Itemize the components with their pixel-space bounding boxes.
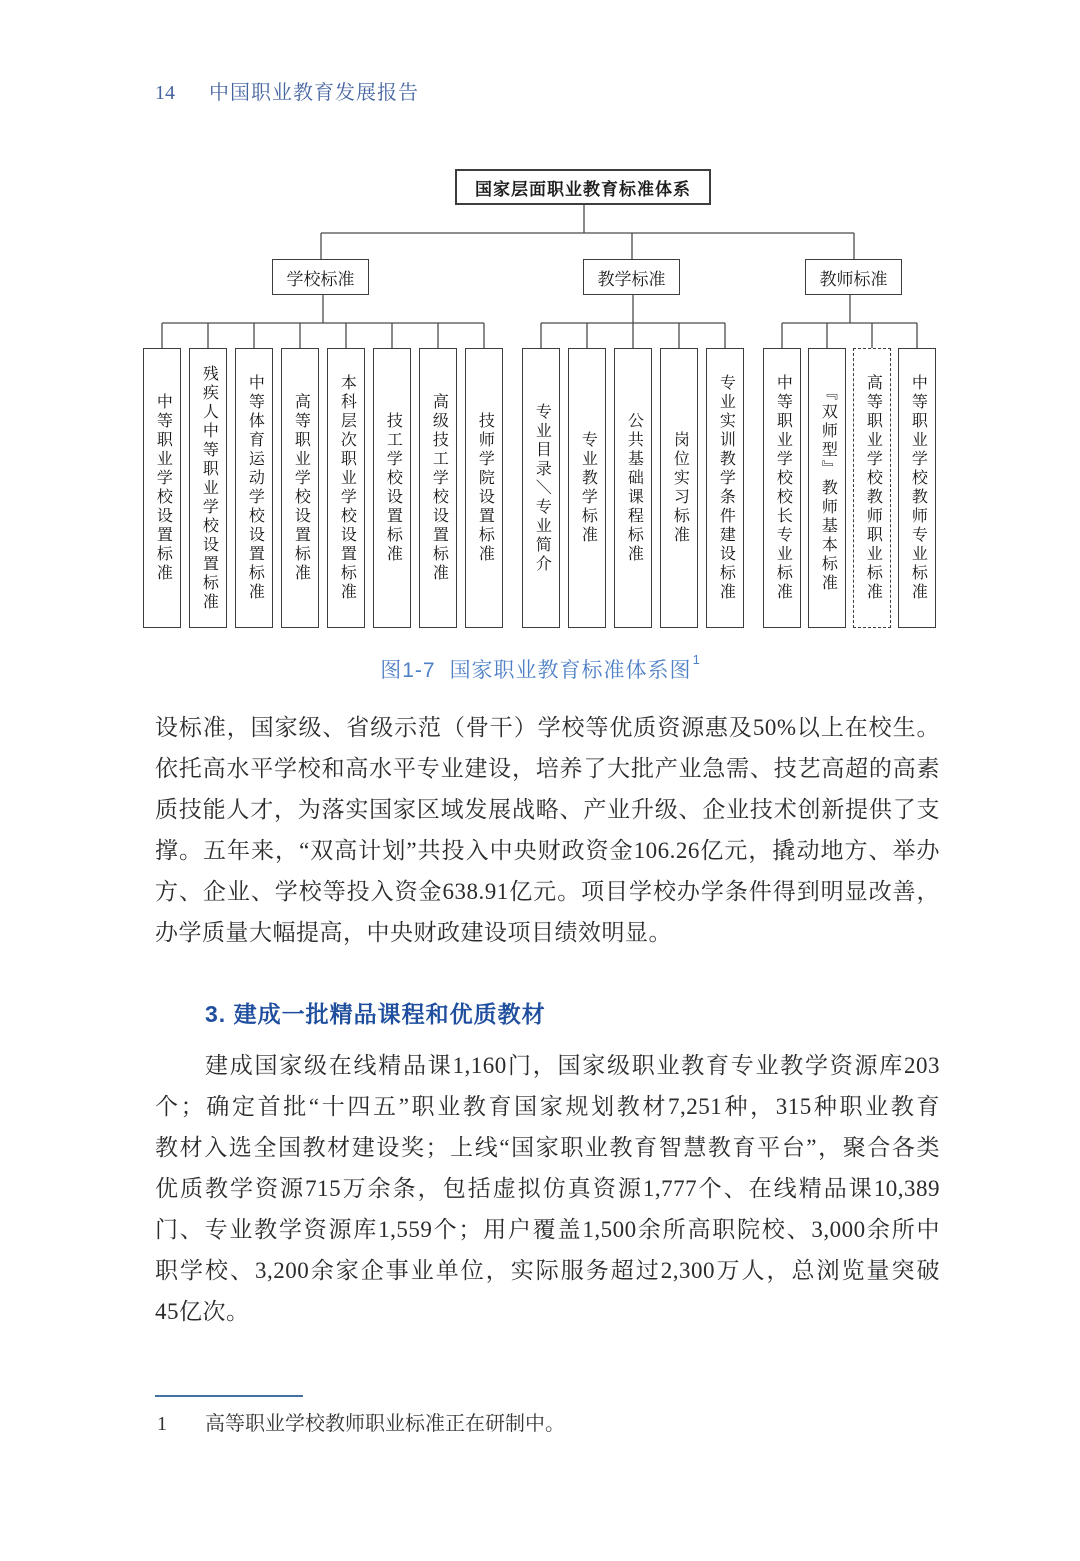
running-title: 中国职业教育发展报告: [209, 82, 419, 104]
org-leaf-box: 中等职业学校校长专业标准: [763, 348, 801, 628]
paragraph-1: [155, 707, 940, 953]
org-leaf-box: 专业教学标准: [568, 348, 606, 628]
body-line: 办学质量大幅提高，中央财政建设项目绩效明显。: [155, 920, 672, 945]
org-leaf-box: 专业目录＼专业简介: [522, 348, 560, 628]
body-line: 45亿次。: [155, 1299, 250, 1324]
org-leaf-box: 『双师型』教师基本标准: [808, 348, 846, 628]
footnote: [157, 1409, 940, 1439]
org-leaf-box: 岗位实习标准: [660, 348, 698, 628]
body-line: 设标准，国家级、省级示范（骨干）学校等优质资源惠及50%以上在校生。: [155, 715, 940, 740]
paragraph-2: [155, 1045, 940, 1332]
org-leaf-box: 高级技工学校设置标准: [419, 348, 457, 628]
body-line: 方、企业、学校等投入资金638.91亿元。项目学校办学条件得到明显改善，: [155, 879, 940, 904]
footnote-reference-mark: 1: [692, 652, 701, 667]
body-line: 撑。五年来，“双高计划”共投入中央财政资金106.26亿元，撬动地方、举办: [155, 838, 940, 863]
body-line: 职学校、3,200余家企事业单位，实际服务超过2,300万人，总浏览量突破: [155, 1258, 940, 1283]
org-leaf-box: 技工学校设置标准: [373, 348, 411, 628]
org-leaf-box-in-development: 高等职业学校教师职业标准: [853, 348, 891, 628]
section-heading: 3. 建成一批精品课程和优质教材: [205, 1001, 546, 1027]
figure-caption-number: 图1-7: [380, 659, 436, 682]
org-leaf-box: 技师学院设置标准: [465, 348, 503, 628]
figure-caption-title: 国家职业教育标准体系图: [449, 659, 692, 682]
body-line: 门、专业教学资源库1,559个；用户覆盖1,500余所高职院校、3,000余所中: [155, 1217, 940, 1242]
org-leaf-box: 公共基础课程标准: [614, 348, 652, 628]
org-branch-teaching-standards: 教学标准: [583, 259, 680, 295]
org-leaf-box: 中等职业学校设置标准: [143, 348, 181, 628]
body-line: 优质教学资源715万余条，包括虚拟仿真资源1,777个、在线精品课10,389: [155, 1176, 940, 1201]
org-branch-school-standards: 学校标准: [272, 259, 369, 295]
org-leaf-box: 专业实训教学条件建设标准: [706, 348, 744, 628]
footnote-text: 高等职业学校教师职业标准正在研制中。: [205, 1413, 565, 1435]
org-root-box: 国家层面职业教育标准体系: [455, 169, 711, 205]
body-line: 教材入选全国教材建设奖；上线“国家职业教育智慧教育平台”，聚合各类: [155, 1135, 940, 1160]
body-line: 依托高水平学校和高水平专业建设，培养了大批产业急需、技艺高超的高素: [155, 756, 940, 781]
body-line: 质技能人才，为落实国家区域发展战略、产业升级、企业技术创新提供了支: [155, 797, 940, 822]
org-branch-teacher-standards: 教师标准: [805, 259, 902, 295]
footnote-number: 1: [157, 1413, 167, 1435]
footnote-separator: [155, 1395, 303, 1397]
body-line: 个；确定首批“十四五”职业教育国家规划教材7,251种，315种职业教育: [155, 1094, 940, 1119]
org-leaf-box: 中等职业学校教师专业标准: [898, 348, 936, 628]
org-leaf-box: 高等职业学校设置标准: [281, 348, 319, 628]
page-number: 14: [155, 82, 175, 104]
figure-caption: [0, 654, 1080, 684]
org-leaf-box: 中等体育运动学校设置标准: [235, 348, 273, 628]
org-leaf-box: 本科层次职业学校设置标准: [327, 348, 365, 628]
org-chart-national-standards: [140, 167, 940, 632]
org-leaf-box: 残疾人中等职业学校设置标准: [189, 348, 227, 628]
page-header: [0, 0, 1080, 105]
body-line: 建成国家级在线精品课1,160门，国家级职业教育专业教学资源库203: [205, 1053, 940, 1078]
